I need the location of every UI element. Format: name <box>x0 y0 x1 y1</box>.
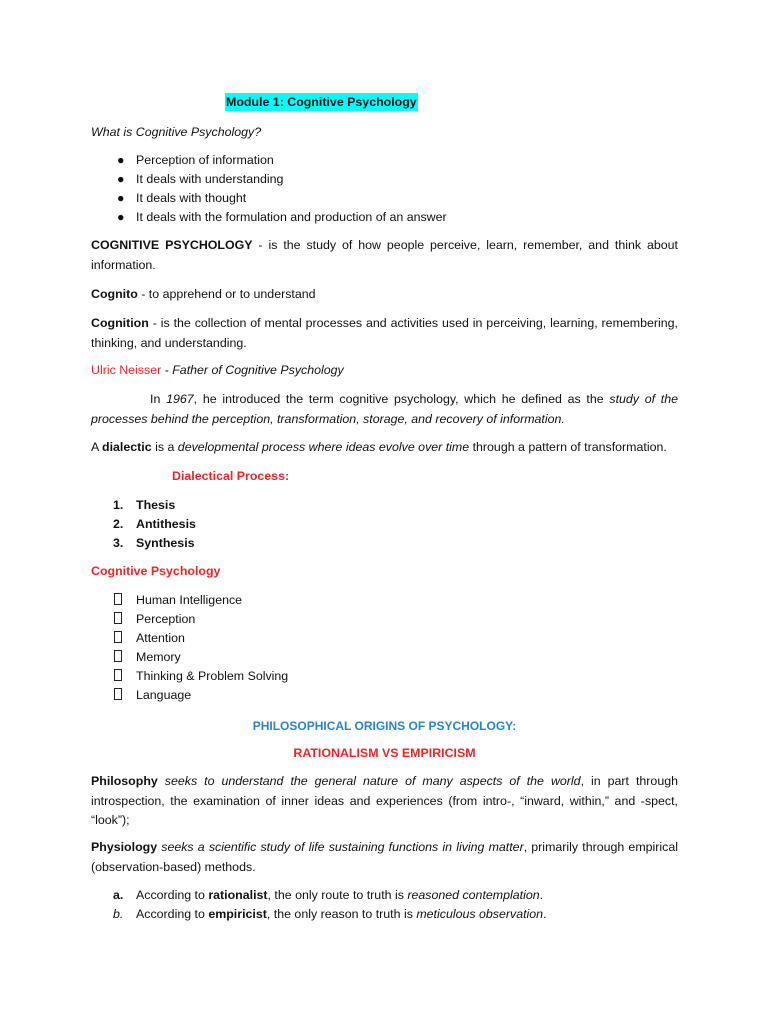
text: reasoned contemplation <box>407 888 540 902</box>
list-item <box>114 686 192 705</box>
text: , in part through introspection, the examination of inner ideas and experiences (from intro-, “inward, within,” and -spect, “look”); <box>91 774 678 827</box>
text: A <box>91 440 103 454</box>
list-item: ● Perception of information <box>117 151 124 170</box>
list-item <box>113 534 195 553</box>
list-item-text: Perception of information <box>136 153 274 167</box>
box-icon <box>114 669 122 681</box>
list-item <box>114 629 185 648</box>
module-title <box>225 93 418 112</box>
box-icon <box>114 631 122 643</box>
list-item <box>114 667 289 686</box>
term: Physiology <box>91 840 158 854</box>
text: seeks to understand the general nature of many aspects of the world <box>157 774 581 788</box>
list-item <box>114 648 181 667</box>
definition-cognitive-psychology <box>91 236 678 275</box>
text: , the only reason to truth is <box>266 907 417 921</box>
list-item-text: It deals with thought <box>136 191 247 205</box>
definition: - to apprehend or to understand <box>137 287 316 301</box>
list-item <box>113 515 196 534</box>
text: . <box>543 907 547 921</box>
term: COGNITIVE PSYCHOLOGY <box>91 238 253 252</box>
term: dialectic <box>102 440 152 454</box>
text: meticulous observation <box>416 907 544 921</box>
list-item: ● It deals with the formulation and production of an answer <box>117 208 124 227</box>
philosophy-paragraph <box>91 772 678 831</box>
list-item-text: Attention <box>136 631 185 645</box>
text: In <box>150 392 167 406</box>
term: Philosophy <box>91 774 158 788</box>
number: 3. <box>113 536 124 550</box>
year: 1967 <box>166 392 194 406</box>
dialectical-heading: Dialectical Process: <box>172 469 290 483</box>
text: seeks a scientific study of life sustaining functions in living matter <box>157 840 524 854</box>
text: through a pattern of transformation. <box>469 440 667 454</box>
list-item: ● It deals with thought <box>117 189 124 208</box>
box-icon <box>114 650 122 662</box>
list-item-text: Human Intelligence <box>136 593 243 607</box>
text: is a <box>151 440 178 454</box>
cognitive-psychology-heading: Cognitive Psychology <box>91 564 221 578</box>
list-item <box>113 905 547 924</box>
list-item-text: Perception <box>136 612 196 626</box>
marker: b. <box>113 907 124 921</box>
text: developmental process where ideas evolve over time <box>177 440 470 454</box>
text: According to <box>136 888 209 902</box>
definition: - is the collection of mental processes and activities used in perceiving, learning, remembering, thinking, and understanding. <box>91 316 678 350</box>
dialectic-paragraph <box>91 438 667 457</box>
text: study of the processes behind the perception, transformation, storage, and recovery of information. <box>91 392 679 426</box>
list-item <box>114 591 243 610</box>
definition: - is the study of how people perceive, learn, remember, and think about information. <box>91 238 678 272</box>
neisser-paragraph <box>91 390 678 429</box>
text: According to <box>136 907 209 921</box>
list-item: ● It deals with understanding <box>117 170 124 189</box>
person-name: Ulric Neisser <box>91 363 162 377</box>
person-role: - Father of Cognitive Psychology <box>161 363 344 377</box>
neisser-line <box>91 361 344 380</box>
question-heading: What is Cognitive Psychology? <box>91 125 262 139</box>
definition-cognition <box>91 314 678 353</box>
text: , he introduced the term cognitive psychology, which he defined as the <box>193 392 610 406</box>
text: , primarily through empirical (observation-based) methods. <box>91 840 679 874</box>
origins-heading: PHILOSOPHICAL ORIGINS OF PSYCHOLOGY: <box>252 719 517 733</box>
term: rationalist <box>208 888 268 902</box>
box-icon <box>114 593 122 605</box>
list-item-text: Language <box>136 688 192 702</box>
rationalism-empiricism-heading: RATIONALISM VS EMPIRICISM <box>293 746 476 760</box>
list-item-text: Thesis <box>136 498 176 512</box>
list-item-text: Antithesis <box>136 517 196 531</box>
list-item <box>113 886 544 905</box>
physiology-paragraph <box>91 838 678 877</box>
list-item-text: Thinking & Problem Solving <box>136 669 289 683</box>
box-icon <box>114 612 122 624</box>
list-item <box>113 496 176 515</box>
term: Cognition <box>91 316 149 330</box>
text: , the only route to truth is <box>267 888 408 902</box>
term: empiricist <box>208 907 267 921</box>
list-item-text: Memory <box>136 650 181 664</box>
number: 2. <box>113 517 124 531</box>
box-icon <box>114 688 122 700</box>
text: . <box>539 888 544 902</box>
definition-cognito <box>91 285 678 305</box>
term: Cognito <box>91 287 138 301</box>
title-text: Module 1: Cognitive Psychology <box>226 95 417 109</box>
list-item <box>114 610 196 629</box>
list-item-text: Synthesis <box>136 536 195 550</box>
number: 1. <box>113 498 124 512</box>
list-item-text: It deals with understanding <box>136 172 284 186</box>
list-item-text: It deals with the formulation and production of an answer <box>136 210 447 224</box>
marker: a. <box>113 888 124 902</box>
